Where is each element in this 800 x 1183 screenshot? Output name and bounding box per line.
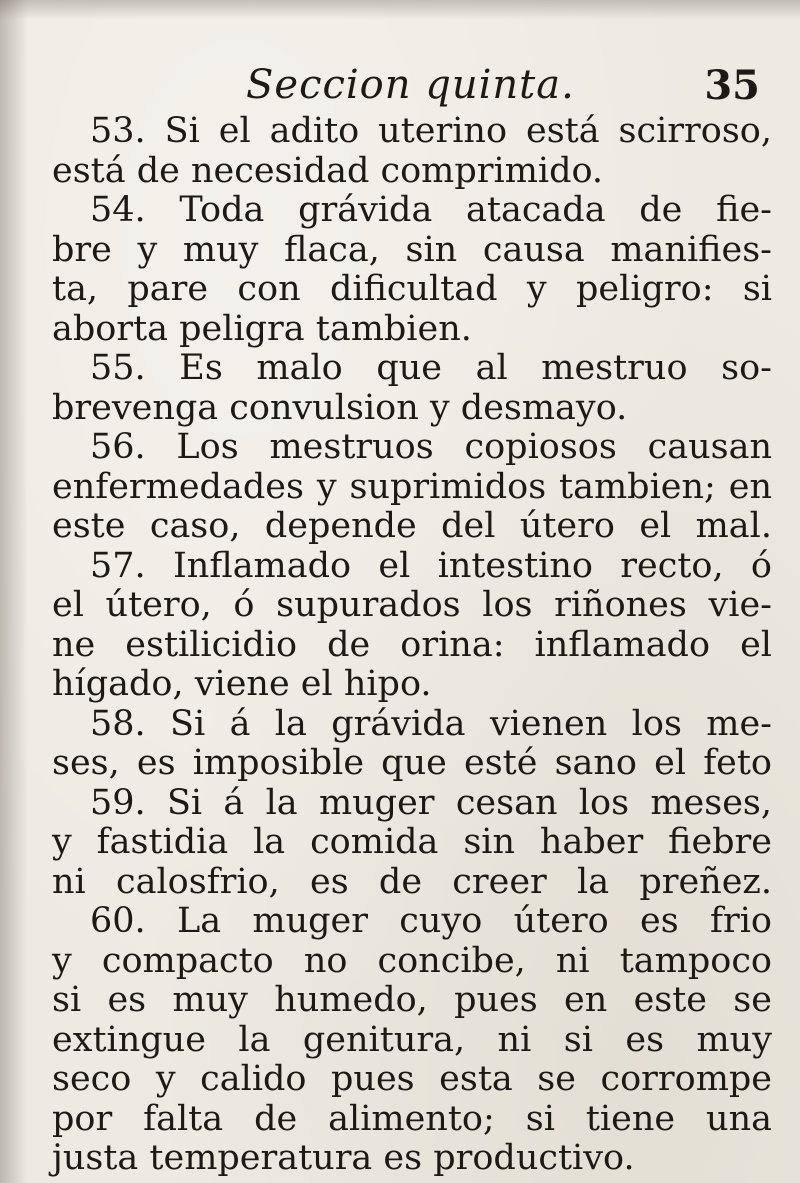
text-line: enfermedades y suprimidos tambien; en: [52, 466, 772, 507]
text-line: ses, es imposible que esté sano el feto: [52, 743, 772, 783]
page-gutter-shadow: [0, 0, 28, 1183]
text-line: el útero, ó supurados los riñones vie-: [52, 585, 772, 625]
running-header: [200, 62, 760, 110]
text-line: está de necesidad comprimido.: [52, 150, 604, 191]
text-line: ne estilicidio de orina: inflamado el: [52, 624, 772, 665]
paragraph-start-line: 55. Es malo que al mestruo so-: [90, 348, 772, 388]
paragraph-start-line: 58. Si á la grávida vienen los me-: [90, 703, 772, 744]
text-line: si es muy humedo, pues en este se: [52, 980, 772, 1020]
text-line: bre y muy flaca, sin causa manifies-: [52, 229, 772, 270]
text-line: hígado, viene el hipo.: [52, 664, 432, 704]
paragraph-start-line: 54. Toda grávida atacada de fie-: [90, 190, 772, 230]
paragraph-start-line: 53. Si el adito uterino está scirroso,: [90, 111, 772, 151]
paragraph-start-line: 57. Inflamado el intestino recto, ó: [90, 545, 772, 586]
text-line: justa temperatura es productivo.: [52, 1138, 635, 1178]
body-text: [52, 112, 772, 1179]
text-line: ta, pare con dificultad y peligro: si: [52, 269, 772, 309]
paragraph-start-line: 59. Si á la muger cesan los meses,: [90, 782, 772, 823]
text-line: ni calosfrio, es de creer la preñez.: [52, 861, 772, 902]
text-line: extingue la genitura, ni si es muy: [52, 1019, 772, 1060]
text-line: seco y calido pues esta se corrompe: [52, 1059, 772, 1099]
text-line: brevenga convulsion y desmayo.: [52, 387, 628, 428]
page-number: 35: [704, 62, 760, 109]
text-line: y fastidia la comida sin haber fiebre: [52, 822, 772, 862]
text-line: por falta de alimento; si tiene una: [52, 1098, 772, 1139]
section-title: Seccion quinta.: [246, 62, 575, 108]
page-top-shadow: [0, 0, 800, 20]
text-line: aborta peligra tambien.: [52, 308, 472, 349]
text-line: y compacto no concibe, ni tampoco: [52, 940, 772, 981]
text-line: este caso, depende del útero el mal.: [52, 506, 772, 546]
paragraph-start-line: 60. La muger cuyo útero es frio: [90, 901, 772, 941]
paragraph-start-line: 56. Los mestruos copiosos causan: [90, 427, 772, 467]
